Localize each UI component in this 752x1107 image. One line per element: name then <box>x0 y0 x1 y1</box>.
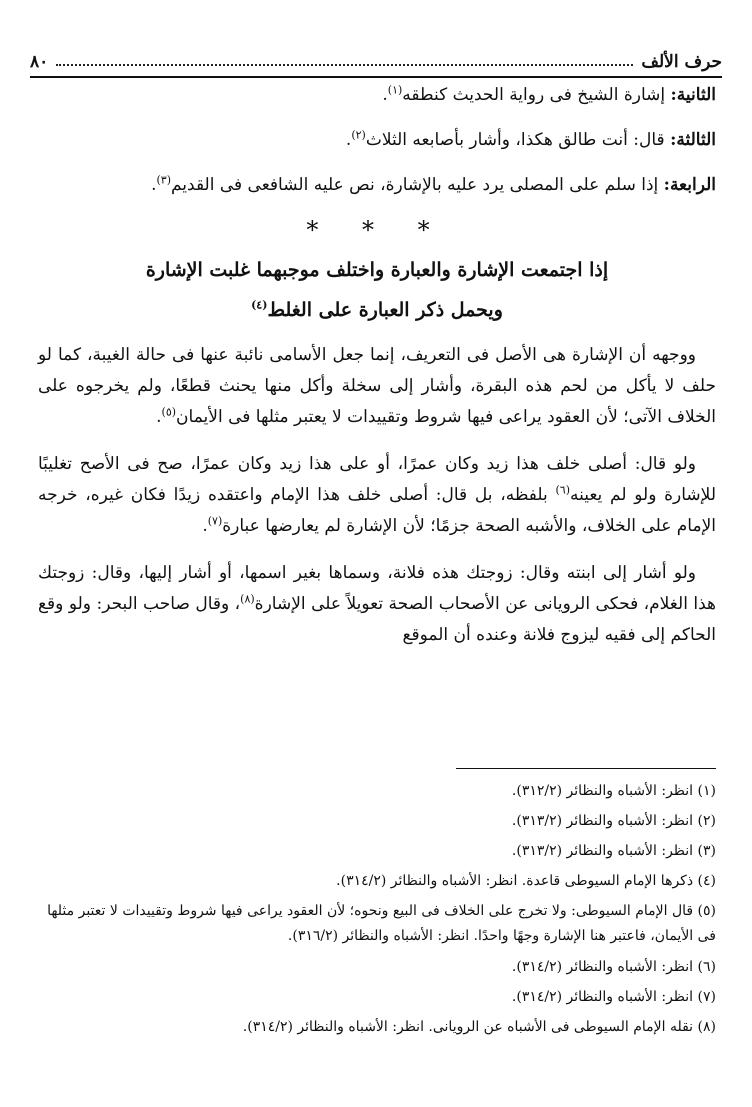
heading-text: ويحمل ذكر العبارة على الغلط <box>267 299 503 321</box>
paragraph-text: ولو أشار إلى ابنته وقال: زوجتك هذه فلانة، وسماها بغير اسمها، أو أشار إليها، وقال: زوجتك هذا الغلام، فحكى الرويانى عن الأصحاب الصحة تعويلاً على الإشارة <box>38 563 716 614</box>
paragraph <box>38 340 716 433</box>
section-divider-stars: * * * <box>306 216 448 244</box>
running-header <box>30 38 722 78</box>
footnote-ref: (٦) <box>555 483 570 497</box>
paragraph-text: ولو قال: أصلى خلف هذا زيد وكان عمرًا، أو على هذا زيد وكان عمرًا، صح فى الأصح تغليبًا للإشارة ولو لم يعينه <box>38 454 716 505</box>
footnote: (٤) ذكرها الإمام السيوطى قاعدة. انظر: الأشباه والنظائر (٣١٤/٢). <box>336 873 716 889</box>
footnote: (٣) انظر: الأشباه والنظائر (٣١٣/٢). <box>511 843 716 859</box>
header-dot-leader <box>56 64 633 66</box>
main-text <box>38 80 716 667</box>
paragraph-text: ووجهه أن الإشارة هى الأصل فى التعريف، إنما جعل الأسامى نائبة عنها فى حالة الغيبة، كما لو حلف لا يأكل من لحم هذه البقرة، وأشار إلى سخلة وأكل منها يحنث قطعًا، ولم يخرجوه على الخلاف الآتى؛ لأن العقود يراعى فيها شروط وتقييدات لا يعتبر مثلها فى الأيمان <box>38 345 716 427</box>
footnote-separator <box>456 768 716 769</box>
list-item <box>38 80 716 111</box>
footnote-ref: (٣) <box>156 173 171 187</box>
footnote: (٥) قال الإمام السيوطى: ولا تخرج على الخلاف فى البيع ونحوه؛ لأن العقود يراعى فيها شروط وتقييدات لا تعتبر مثلها فى الأيمان، فاعتبر هنا الإشارة وجهًا واحدًا. انظر: الأشباه والنظائر (٣١٦/٢). <box>47 903 716 944</box>
item-end: . <box>345 130 352 150</box>
item-end: . <box>382 85 388 105</box>
footnote: (٧) انظر: الأشباه والنظائر (٣١٤/٢). <box>511 989 716 1005</box>
footnote-ref: (١) <box>387 83 403 97</box>
item-text: قال: أنت طالق هكذا، وأشار بأصابعه الثلاث <box>365 130 671 150</box>
footnote: (٦) انظر: الأشباه والنظائر (٣١٤/٢). <box>511 959 716 975</box>
footnote-ref: (٥) <box>161 405 177 419</box>
footnote-ref: (٧) <box>207 514 223 528</box>
paragraph-text-end: . <box>156 407 162 427</box>
heading-line-1: إذا اجتمعت الإشارة والعبارة واختلف موجبهما غلبت الإشارة <box>145 259 609 281</box>
paragraph <box>38 449 716 542</box>
list-item <box>38 125 716 156</box>
footnote: (٨) نقله الإمام السيوطى فى الأشباه عن الرويانى. انظر: الأشباه والنظائر (٣١٤/٢). <box>242 1019 716 1035</box>
footnotes <box>34 776 716 1042</box>
footnote-ref: (٤) <box>251 298 268 312</box>
item-label: الثالثة: <box>670 130 716 150</box>
paragraph <box>38 558 716 651</box>
heading-line-2 <box>38 290 716 330</box>
footnote: (١) انظر: الأشباه والنظائر (٣١٢/٢). <box>511 783 716 799</box>
list-item <box>38 170 716 201</box>
paragraph-text-end: . <box>202 516 208 536</box>
item-label: الرابعة: <box>663 175 716 195</box>
footnote-ref: (٨) <box>240 592 255 606</box>
item-text: إذا سلم على المصلى يرد عليه بالإشارة، نص عليه الشافعى فى القديم <box>170 175 664 195</box>
paragraph-text-cont: بلفظه، بل قال: أصلى خلف هذا الإمام واعتقده زيدًا فكان غيره، خرجه الإمام على الخلاف، والأشبه الصحة جزمًا؛ لأن الإشارة لم يعارضها عبارة <box>38 485 716 536</box>
item-label: الثانية: <box>670 85 716 105</box>
paragraph-text-cont: ، وقال صاحب البحر: ولو وقع الحاكم إلى فقيه ليزوج فلانة وعنده أن الموقع <box>38 594 716 645</box>
section-heading <box>38 250 716 330</box>
item-end: . <box>151 175 157 195</box>
chapter-title: حرف الألف <box>641 52 722 72</box>
page-number: ٨٠ <box>30 52 49 72</box>
item-text: إشارة الشيخ فى رواية الحديث كنطقه <box>402 85 671 105</box>
footnote: (٢) انظر: الأشباه والنظائر (٣١٣/٢). <box>511 813 716 829</box>
footnote-ref: (٢) <box>351 128 366 142</box>
